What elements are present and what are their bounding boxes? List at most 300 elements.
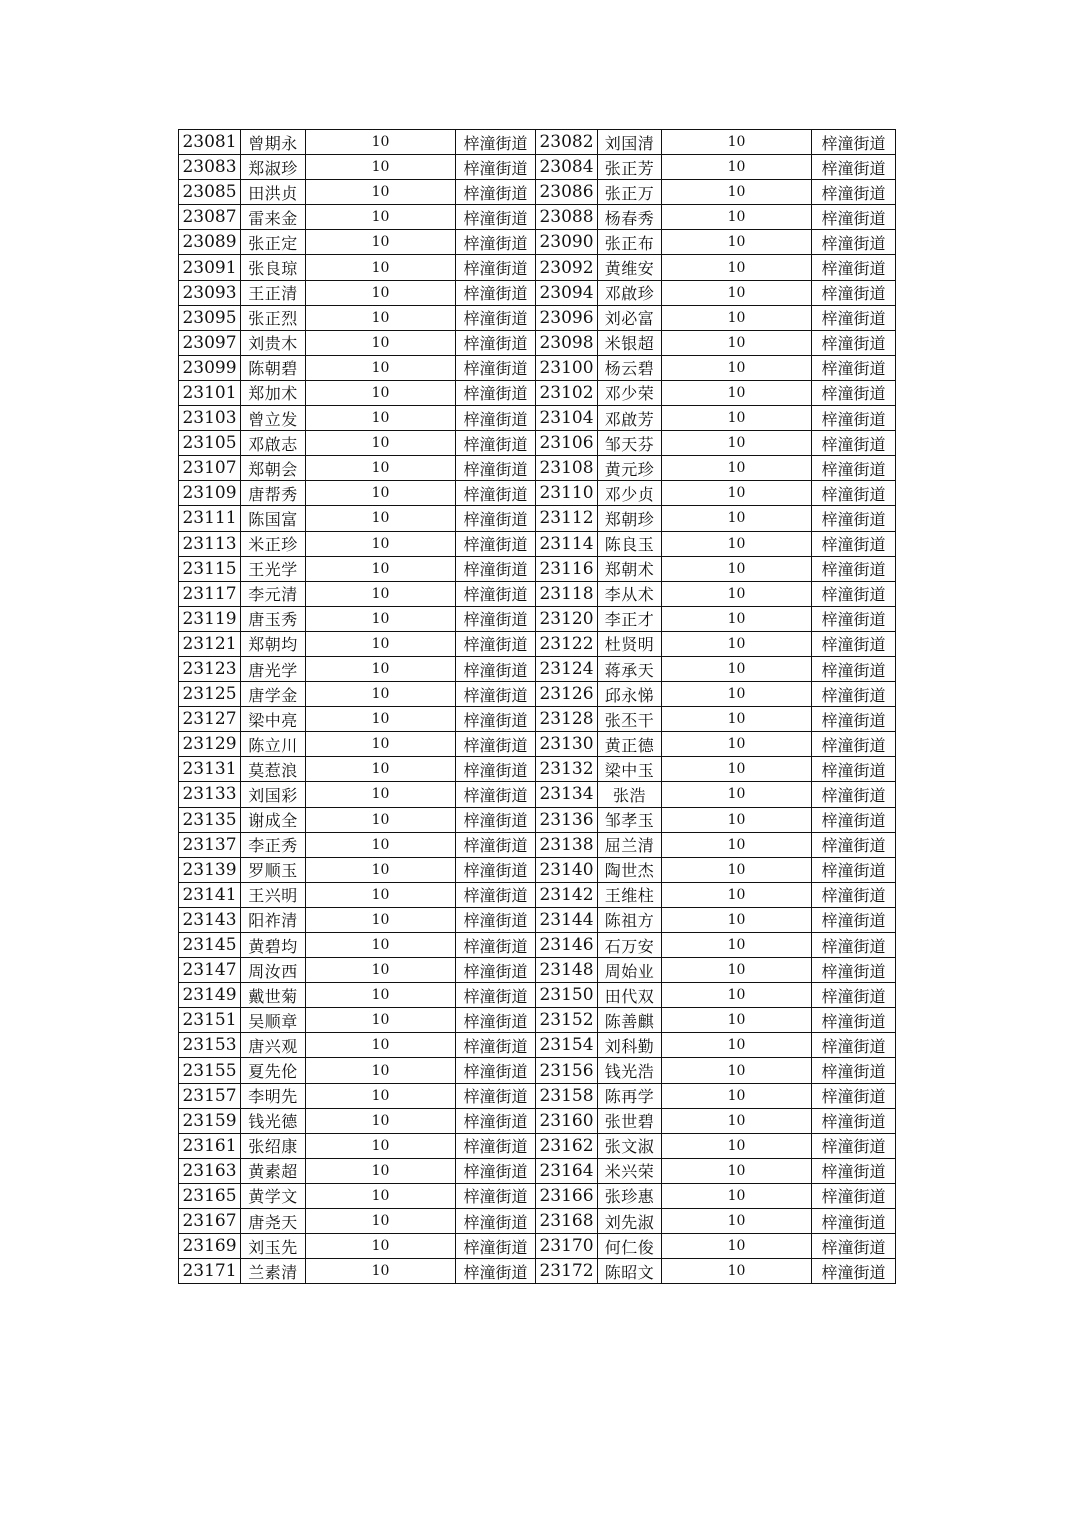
location-cell: 梓潼街道 [812, 707, 896, 732]
record-id-cell: 23146 [536, 933, 598, 958]
location-cell: 梓潼街道 [812, 832, 896, 857]
table-row [179, 255, 896, 280]
amount-cell: 10 [306, 130, 456, 155]
person-name-cell: 唐玉秀 [241, 606, 306, 631]
person-name-cell: 张正万 [598, 180, 662, 205]
person-name-cell: 陈立川 [241, 732, 306, 757]
person-name-cell: 雷来金 [241, 205, 306, 230]
location-cell: 梓潼街道 [812, 757, 896, 782]
record-id-cell: 23109 [179, 481, 241, 506]
person-name-cell: 杨春秀 [598, 205, 662, 230]
location-cell: 梓潼街道 [456, 1259, 536, 1284]
person-name-cell: 邓啟芳 [598, 406, 662, 431]
amount-cell: 10 [662, 280, 812, 305]
record-id-cell: 23137 [179, 832, 241, 857]
location-cell: 梓潼街道 [812, 456, 896, 481]
amount-cell: 10 [306, 380, 456, 405]
record-id-cell: 23148 [536, 958, 598, 983]
person-name-cell: 陈再学 [598, 1083, 662, 1108]
location-cell: 梓潼街道 [812, 305, 896, 330]
table-row [179, 807, 896, 832]
amount-cell: 10 [306, 656, 456, 681]
location-cell: 梓潼街道 [456, 656, 536, 681]
amount-cell: 10 [662, 857, 812, 882]
location-cell: 梓潼街道 [456, 305, 536, 330]
location-cell: 梓潼街道 [812, 180, 896, 205]
location-cell: 梓潼街道 [456, 280, 536, 305]
record-id-cell: 23133 [179, 782, 241, 807]
table-row [179, 481, 896, 506]
location-cell: 梓潼街道 [456, 1108, 536, 1133]
person-name-cell: 吴顺章 [241, 1008, 306, 1033]
location-cell: 梓潼街道 [812, 807, 896, 832]
record-id-cell: 23100 [536, 355, 598, 380]
location-cell: 梓潼街道 [456, 130, 536, 155]
person-name-cell: 陈善麒 [598, 1008, 662, 1033]
table-row [179, 330, 896, 355]
person-name-cell: 邹天芬 [598, 431, 662, 456]
person-name-cell: 陈朝碧 [241, 355, 306, 380]
location-cell: 梓潼街道 [812, 656, 896, 681]
amount-cell: 10 [306, 506, 456, 531]
amount-cell: 10 [662, 506, 812, 531]
person-name-cell: 黄素超 [241, 1158, 306, 1183]
location-cell: 梓潼街道 [812, 631, 896, 656]
location-cell: 梓潼街道 [812, 556, 896, 581]
location-cell: 梓潼街道 [456, 832, 536, 857]
amount-cell: 10 [306, 205, 456, 230]
location-cell: 梓潼街道 [456, 506, 536, 531]
location-cell: 梓潼街道 [812, 280, 896, 305]
person-name-cell: 张正定 [241, 230, 306, 255]
person-name-cell: 唐学金 [241, 682, 306, 707]
person-name-cell: 夏先伦 [241, 1058, 306, 1083]
person-name-cell: 郑朝均 [241, 631, 306, 656]
record-id-cell: 23119 [179, 606, 241, 631]
location-cell: 梓潼街道 [456, 456, 536, 481]
location-cell: 梓潼街道 [456, 481, 536, 506]
location-cell: 梓潼街道 [456, 631, 536, 656]
amount-cell: 10 [306, 180, 456, 205]
person-name-cell: 蒋承天 [598, 656, 662, 681]
person-name-cell: 黄学文 [241, 1183, 306, 1208]
record-id-cell: 23155 [179, 1058, 241, 1083]
location-cell: 梓潼街道 [812, 380, 896, 405]
table-row [179, 355, 896, 380]
person-name-cell: 唐兴观 [241, 1033, 306, 1058]
amount-cell: 10 [662, 380, 812, 405]
amount-cell: 10 [662, 682, 812, 707]
table-row [179, 130, 896, 155]
record-id-cell: 23108 [536, 456, 598, 481]
record-id-cell: 23118 [536, 581, 598, 606]
record-id-cell: 23098 [536, 330, 598, 355]
person-name-cell: 刘国彩 [241, 782, 306, 807]
location-cell: 梓潼街道 [812, 1234, 896, 1259]
person-name-cell: 王光学 [241, 556, 306, 581]
table-row [179, 205, 896, 230]
person-name-cell: 郑朝会 [241, 456, 306, 481]
record-id-cell: 23111 [179, 506, 241, 531]
location-cell: 梓潼街道 [456, 907, 536, 932]
table-row [179, 757, 896, 782]
amount-cell: 10 [306, 1058, 456, 1083]
amount-cell: 10 [662, 1058, 812, 1083]
location-cell: 梓潼街道 [456, 431, 536, 456]
person-name-cell: 刘必富 [598, 305, 662, 330]
amount-cell: 10 [662, 757, 812, 782]
person-name-cell: 陈祖方 [598, 907, 662, 932]
amount-cell: 10 [306, 857, 456, 882]
amount-cell: 10 [306, 1008, 456, 1033]
amount-cell: 10 [662, 882, 812, 907]
amount-cell: 10 [306, 456, 456, 481]
person-name-cell: 杜贤明 [598, 631, 662, 656]
amount-cell: 10 [306, 1108, 456, 1133]
amount-cell: 10 [662, 431, 812, 456]
person-name-cell: 王正清 [241, 280, 306, 305]
location-cell: 梓潼街道 [456, 757, 536, 782]
table-row [179, 682, 896, 707]
record-id-cell: 23143 [179, 907, 241, 932]
amount-cell: 10 [306, 832, 456, 857]
record-id-cell: 23105 [179, 431, 241, 456]
record-id-cell: 23089 [179, 230, 241, 255]
record-id-cell: 23152 [536, 1008, 598, 1033]
amount-cell: 10 [306, 907, 456, 932]
person-name-cell: 李正才 [598, 606, 662, 631]
amount-cell: 10 [306, 1259, 456, 1284]
location-cell: 梓潼街道 [812, 882, 896, 907]
amount-cell: 10 [662, 406, 812, 431]
table-row [179, 1183, 896, 1208]
amount-cell: 10 [662, 983, 812, 1008]
amount-cell: 10 [306, 581, 456, 606]
location-cell: 梓潼街道 [812, 255, 896, 280]
record-id-cell: 23087 [179, 205, 241, 230]
record-id-cell: 23129 [179, 732, 241, 757]
amount-cell: 10 [306, 481, 456, 506]
location-cell: 梓潼街道 [456, 606, 536, 631]
amount-cell: 10 [662, 556, 812, 581]
record-id-cell: 23103 [179, 406, 241, 431]
amount-cell: 10 [662, 456, 812, 481]
location-cell: 梓潼街道 [456, 1158, 536, 1183]
table-row [179, 1008, 896, 1033]
location-cell: 梓潼街道 [456, 1083, 536, 1108]
person-name-cell: 郑淑珍 [241, 155, 306, 180]
record-id-cell: 23161 [179, 1133, 241, 1158]
record-id-cell: 23091 [179, 255, 241, 280]
person-name-cell: 邓啟志 [241, 431, 306, 456]
amount-cell: 10 [662, 1234, 812, 1259]
amount-cell: 10 [662, 1158, 812, 1183]
amount-cell: 10 [662, 656, 812, 681]
amount-cell: 10 [306, 531, 456, 556]
person-name-cell: 刘科勤 [598, 1033, 662, 1058]
person-name-cell: 刘贵木 [241, 330, 306, 355]
record-id-cell: 23147 [179, 958, 241, 983]
record-id-cell: 23151 [179, 1008, 241, 1033]
location-cell: 梓潼街道 [812, 1183, 896, 1208]
amount-cell: 10 [662, 531, 812, 556]
amount-cell: 10 [662, 907, 812, 932]
record-id-cell: 23115 [179, 556, 241, 581]
amount-cell: 10 [306, 556, 456, 581]
person-name-cell: 李元清 [241, 581, 306, 606]
amount-cell: 10 [662, 230, 812, 255]
person-name-cell: 张正烈 [241, 305, 306, 330]
person-name-cell: 周汝西 [241, 958, 306, 983]
amount-cell: 10 [306, 1133, 456, 1158]
record-id-cell: 23158 [536, 1083, 598, 1108]
roster-body [179, 130, 896, 1284]
location-cell: 梓潼街道 [812, 230, 896, 255]
table-row [179, 882, 896, 907]
record-id-cell: 23128 [536, 707, 598, 732]
person-name-cell: 陈昭文 [598, 1259, 662, 1284]
record-id-cell: 23170 [536, 1234, 598, 1259]
record-id-cell: 23084 [536, 155, 598, 180]
amount-cell: 10 [306, 255, 456, 280]
amount-cell: 10 [306, 230, 456, 255]
record-id-cell: 23169 [179, 1234, 241, 1259]
location-cell: 梓潼街道 [456, 782, 536, 807]
person-name-cell: 郑朝珍 [598, 506, 662, 531]
record-id-cell: 23162 [536, 1133, 598, 1158]
record-id-cell: 23156 [536, 1058, 598, 1083]
table-row [179, 707, 896, 732]
amount-cell: 10 [662, 606, 812, 631]
location-cell: 梓潼街道 [812, 907, 896, 932]
person-name-cell: 唐光学 [241, 656, 306, 681]
person-name-cell: 邓啟珍 [598, 280, 662, 305]
amount-cell: 10 [662, 933, 812, 958]
person-name-cell: 周始业 [598, 958, 662, 983]
amount-cell: 10 [662, 481, 812, 506]
record-id-cell: 23153 [179, 1033, 241, 1058]
amount-cell: 10 [662, 355, 812, 380]
record-id-cell: 23160 [536, 1108, 598, 1133]
amount-cell: 10 [306, 807, 456, 832]
location-cell: 梓潼街道 [456, 355, 536, 380]
location-cell: 梓潼街道 [812, 355, 896, 380]
record-id-cell: 23159 [179, 1108, 241, 1133]
record-id-cell: 23130 [536, 732, 598, 757]
amount-cell: 10 [306, 933, 456, 958]
location-cell: 梓潼街道 [812, 983, 896, 1008]
person-name-cell: 邓少贞 [598, 481, 662, 506]
amount-cell: 10 [306, 782, 456, 807]
record-id-cell: 23141 [179, 882, 241, 907]
amount-cell: 10 [306, 305, 456, 330]
table-row [179, 431, 896, 456]
table-row [179, 556, 896, 581]
person-name-cell: 唐帮秀 [241, 481, 306, 506]
amount-cell: 10 [306, 431, 456, 456]
amount-cell: 10 [306, 1183, 456, 1208]
location-cell: 梓潼街道 [812, 205, 896, 230]
table-row [179, 983, 896, 1008]
location-cell: 梓潼街道 [456, 155, 536, 180]
table-row [179, 933, 896, 958]
amount-cell: 10 [306, 707, 456, 732]
table-row [179, 782, 896, 807]
person-name-cell: 谢成全 [241, 807, 306, 832]
person-name-cell: 李正秀 [241, 832, 306, 857]
record-id-cell: 23097 [179, 330, 241, 355]
record-id-cell: 23092 [536, 255, 598, 280]
amount-cell: 10 [306, 606, 456, 631]
person-name-cell: 罗顺玉 [241, 857, 306, 882]
person-name-cell: 梁中玉 [598, 757, 662, 782]
record-id-cell: 23134 [536, 782, 598, 807]
table-row [179, 631, 896, 656]
record-id-cell: 23165 [179, 1183, 241, 1208]
person-name-cell: 陈良玉 [598, 531, 662, 556]
record-id-cell: 23140 [536, 857, 598, 882]
amount-cell: 10 [662, 581, 812, 606]
record-id-cell: 23126 [536, 682, 598, 707]
table-row [179, 1083, 896, 1108]
record-id-cell: 23166 [536, 1183, 598, 1208]
location-cell: 梓潼街道 [456, 732, 536, 757]
table-row [179, 406, 896, 431]
amount-cell: 10 [306, 1209, 456, 1234]
record-id-cell: 23107 [179, 456, 241, 481]
person-name-cell: 何仁俊 [598, 1234, 662, 1259]
record-id-cell: 23164 [536, 1158, 598, 1183]
location-cell: 梓潼街道 [812, 1259, 896, 1284]
amount-cell: 10 [306, 155, 456, 180]
amount-cell: 10 [662, 180, 812, 205]
table-row [179, 280, 896, 305]
record-id-cell: 23106 [536, 431, 598, 456]
location-cell: 梓潼街道 [456, 581, 536, 606]
location-cell: 梓潼街道 [456, 556, 536, 581]
person-name-cell: 陈国富 [241, 506, 306, 531]
person-name-cell: 田洪贞 [241, 180, 306, 205]
amount-cell: 10 [662, 1108, 812, 1133]
location-cell: 梓潼街道 [812, 1209, 896, 1234]
record-id-cell: 23127 [179, 707, 241, 732]
location-cell: 梓潼街道 [456, 1234, 536, 1259]
person-name-cell: 曾立发 [241, 406, 306, 431]
amount-cell: 10 [306, 983, 456, 1008]
person-name-cell: 戴世菊 [241, 983, 306, 1008]
person-name-cell: 张正芳 [598, 155, 662, 180]
roster-table [178, 129, 896, 1284]
amount-cell: 10 [306, 330, 456, 355]
person-name-cell: 郑朝术 [598, 556, 662, 581]
record-id-cell: 23144 [536, 907, 598, 932]
location-cell: 梓潼街道 [812, 1158, 896, 1183]
location-cell: 梓潼街道 [456, 1133, 536, 1158]
person-name-cell: 邱永悌 [598, 682, 662, 707]
table-row [179, 506, 896, 531]
record-id-cell: 23104 [536, 406, 598, 431]
location-cell: 梓潼街道 [812, 1108, 896, 1133]
person-name-cell: 梁中亮 [241, 707, 306, 732]
record-id-cell: 23139 [179, 857, 241, 882]
table-row [179, 857, 896, 882]
location-cell: 梓潼街道 [812, 130, 896, 155]
location-cell: 梓潼街道 [812, 857, 896, 882]
record-id-cell: 23135 [179, 807, 241, 832]
record-id-cell: 23168 [536, 1209, 598, 1234]
amount-cell: 10 [662, 1083, 812, 1108]
table-row [179, 1133, 896, 1158]
person-name-cell: 张正布 [598, 230, 662, 255]
amount-cell: 10 [662, 255, 812, 280]
location-cell: 梓潼街道 [456, 707, 536, 732]
location-cell: 梓潼街道 [456, 1008, 536, 1033]
record-id-cell: 23157 [179, 1083, 241, 1108]
record-id-cell: 23122 [536, 631, 598, 656]
record-id-cell: 23116 [536, 556, 598, 581]
record-id-cell: 23102 [536, 380, 598, 405]
amount-cell: 10 [662, 782, 812, 807]
amount-cell: 10 [662, 305, 812, 330]
record-id-cell: 23124 [536, 656, 598, 681]
location-cell: 梓潼街道 [812, 155, 896, 180]
record-id-cell: 23096 [536, 305, 598, 330]
table-row [179, 581, 896, 606]
person-name-cell: 李从术 [598, 581, 662, 606]
person-name-cell: 米银超 [598, 330, 662, 355]
person-name-cell: 张世碧 [598, 1108, 662, 1133]
record-id-cell: 23121 [179, 631, 241, 656]
record-id-cell: 23150 [536, 983, 598, 1008]
record-id-cell: 23088 [536, 205, 598, 230]
person-name-cell: 张珍惠 [598, 1183, 662, 1208]
person-name-cell: 张文淑 [598, 1133, 662, 1158]
record-id-cell: 23123 [179, 656, 241, 681]
record-id-cell: 23136 [536, 807, 598, 832]
location-cell: 梓潼街道 [456, 958, 536, 983]
location-cell: 梓潼街道 [456, 682, 536, 707]
person-name-cell: 张浩 [598, 782, 662, 807]
person-name-cell: 米兴荣 [598, 1158, 662, 1183]
amount-cell: 10 [306, 958, 456, 983]
location-cell: 梓潼街道 [812, 1133, 896, 1158]
location-cell: 梓潼街道 [456, 380, 536, 405]
record-id-cell: 23125 [179, 682, 241, 707]
table-row [179, 1234, 896, 1259]
amount-cell: 10 [306, 355, 456, 380]
person-name-cell: 黄碧均 [241, 933, 306, 958]
person-name-cell: 唐尧天 [241, 1209, 306, 1234]
location-cell: 梓潼街道 [456, 857, 536, 882]
record-id-cell: 23138 [536, 832, 598, 857]
location-cell: 梓潼街道 [456, 406, 536, 431]
amount-cell: 10 [662, 807, 812, 832]
record-id-cell: 23086 [536, 180, 598, 205]
amount-cell: 10 [306, 757, 456, 782]
amount-cell: 10 [662, 330, 812, 355]
amount-cell: 10 [662, 732, 812, 757]
location-cell: 梓潼街道 [812, 933, 896, 958]
amount-cell: 10 [662, 1033, 812, 1058]
table-row [179, 958, 896, 983]
table-row [179, 1158, 896, 1183]
location-cell: 梓潼街道 [456, 807, 536, 832]
person-name-cell: 王兴明 [241, 882, 306, 907]
record-id-cell: 23113 [179, 531, 241, 556]
amount-cell: 10 [306, 1234, 456, 1259]
location-cell: 梓潼街道 [812, 506, 896, 531]
location-cell: 梓潼街道 [456, 255, 536, 280]
